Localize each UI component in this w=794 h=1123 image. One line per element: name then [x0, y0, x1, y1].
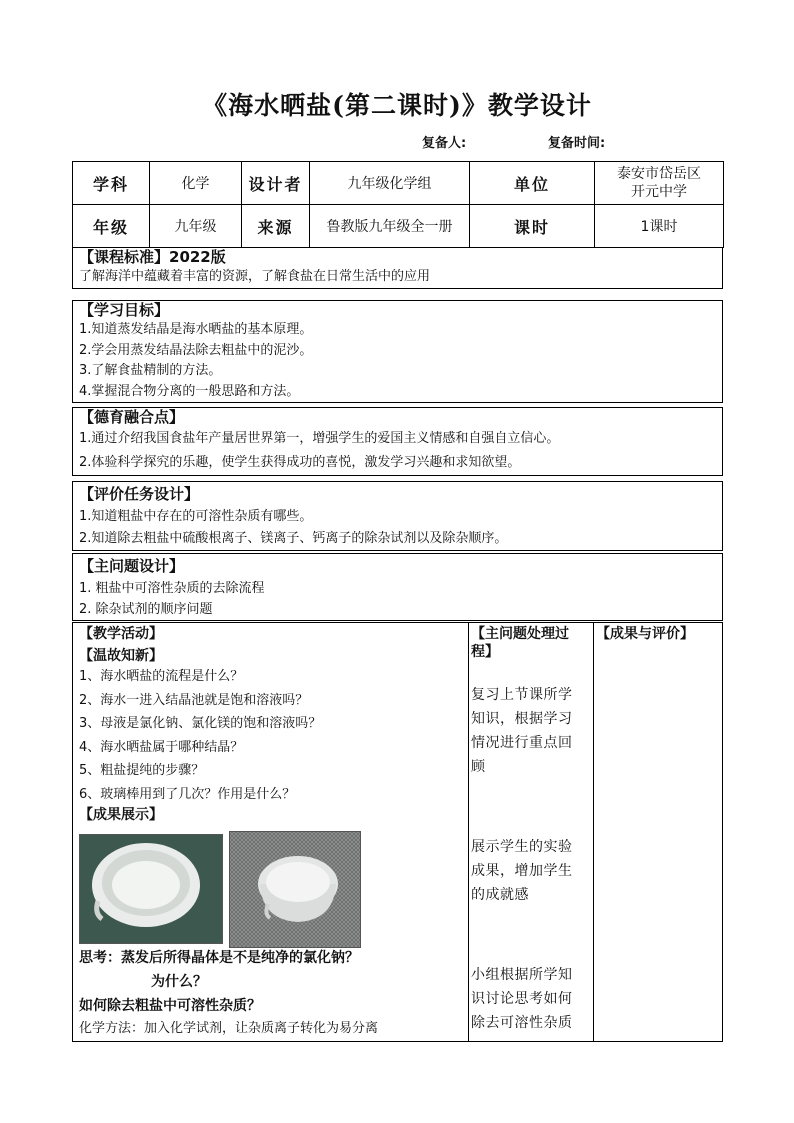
process-line: 顾 — [471, 759, 486, 775]
unit-value-line1: 泰安市岱岳区 — [617, 166, 701, 182]
info-table — [72, 161, 724, 248]
prep-time-label: 复备时间: — [548, 136, 606, 151]
course-standard-section — [72, 248, 723, 289]
period-value: 1课时 — [595, 205, 724, 248]
review-heading: 【温故知新】 — [79, 648, 163, 664]
objective-item: 2.学会用蒸发结晶法除去粗盐中的泥沙。 — [79, 342, 313, 358]
period-key: 课时 — [470, 205, 595, 248]
objective-item: 1.知道蒸发结晶是海水晒盐的基本原理。 — [79, 322, 313, 337]
review-question: 6、玻璃棒用到了几次？作用是什么？ — [79, 786, 296, 802]
main-problem-section — [72, 553, 723, 621]
result-heading: 【成果与评价】 — [596, 626, 694, 642]
result-column — [594, 623, 722, 1041]
process-line: 识讨论思考如何 — [471, 991, 573, 1007]
subject-key: 学科 — [73, 162, 150, 205]
process-line: 小组根据所学知 — [471, 967, 573, 983]
process-block-review — [469, 683, 573, 779]
objectives-heading: 【学习目标】 — [79, 301, 170, 319]
evaluation-heading: 【评价任务设计】 — [79, 485, 200, 503]
chem-method-text: 化学方法：加入化学试剂，让杂质离子转化为易分离 — [79, 1021, 379, 1036]
main-problem-heading: 【主问题设计】 — [79, 557, 185, 575]
process-line: 情况进行重点回 — [471, 735, 573, 751]
grade-key: 年级 — [73, 205, 150, 248]
evaluation-item: 1.知道粗盐中存在的可溶性杂质有哪些。 — [79, 509, 313, 524]
unit-key: 单位 — [470, 162, 595, 205]
objectives-section — [72, 300, 723, 403]
review-question: 4、海水晒盐属于哪种结晶？ — [79, 739, 244, 755]
process-line: 复习上节课所学 — [471, 687, 573, 703]
moral-heading: 【德育融合点】 — [79, 408, 185, 426]
review-question: 1、海水晒盐的流程是什么？ — [79, 669, 244, 684]
process-line: 成果，增加学生 — [471, 863, 573, 879]
moral-item: 2.体验科学探究的乐趣，使学生获得成功的喜悦，激发学习兴趣和求知欲望。 — [79, 455, 521, 470]
course-standard-text: 了解海洋中蕴藏着丰富的资源，了解食盐在日常生活中的应用 — [79, 269, 431, 284]
results-heading: 【成果展示】 — [79, 807, 163, 823]
process-block-results — [469, 835, 573, 907]
review-question: 3、母液是氯化钠、氯化镁的饱和溶液吗？ — [79, 716, 322, 731]
process-line: 展示学生的实验 — [471, 839, 573, 855]
evaporating-dish-photo — [79, 834, 223, 944]
dish-on-gauze-photo — [229, 831, 361, 948]
objective-item: 4.掌握混合物分离的一般思路和方法。 — [79, 383, 300, 399]
process-line: 的成就感 — [471, 887, 529, 903]
moral-item: 1.通过介绍我国食盐年产量居世界第一，增强学生的爱国主义情感和自强自立信心。 — [79, 431, 560, 446]
designer-value: 九年级化学组 — [310, 162, 470, 205]
activities-column — [73, 623, 469, 1041]
main-problem-item: 2. 除杂试剂的顺序问题 — [79, 602, 213, 617]
page-title: 《海水晒盐(第二课时)》教学设计 — [202, 91, 592, 120]
process-heading-line2: 程】 — [471, 644, 499, 660]
activities-heading: 【教学活动】 — [79, 626, 163, 642]
review-question: 5、粗盐提纯的步骤？ — [79, 763, 205, 778]
process-heading-line1: 【主问题处理过 — [471, 626, 569, 642]
grade-value: 九年级 — [150, 205, 242, 248]
process-line: 知识，根据学习 — [471, 711, 573, 727]
objective-item: 3.了解食盐精制的方法。 — [79, 363, 222, 378]
unit-value — [595, 162, 724, 205]
process-column — [469, 623, 594, 1041]
think-question-1: 思考：蒸发后所得晶体是不是纯净的氯化钠？ — [79, 950, 359, 966]
review-question: 2、海水一进入结晶池就是饱和溶液吗？ — [79, 692, 309, 708]
how-remove-heading: 如何除去粗盐中可溶性杂质？ — [79, 998, 261, 1014]
subject-value: 化学 — [150, 162, 242, 205]
designer-key: 设计者 — [242, 162, 310, 205]
main-problem-item: 1. 粗盐中可溶性杂质的去除流程 — [79, 581, 265, 596]
process-block-discuss — [469, 963, 573, 1035]
evaluation-item: 2.知道除去粗盐中硫酸根离子、镁离子、钙离子的除杂试剂以及除杂顺序。 — [79, 531, 508, 546]
source-key: 来源 — [242, 205, 310, 248]
think-question-2: 为什么？ — [151, 974, 207, 990]
unit-value-line2: 开元中学 — [631, 184, 687, 200]
preparer-label: 复备人: — [422, 136, 467, 151]
evaluation-section — [72, 481, 723, 551]
moral-section — [72, 407, 723, 476]
course-standard-heading: 【课程标准】2022版 — [79, 248, 226, 266]
source-value: 鲁教版九年级全一册 — [310, 205, 470, 248]
activities-section — [72, 622, 723, 1042]
process-line: 除去可溶性杂质 — [471, 1015, 573, 1031]
